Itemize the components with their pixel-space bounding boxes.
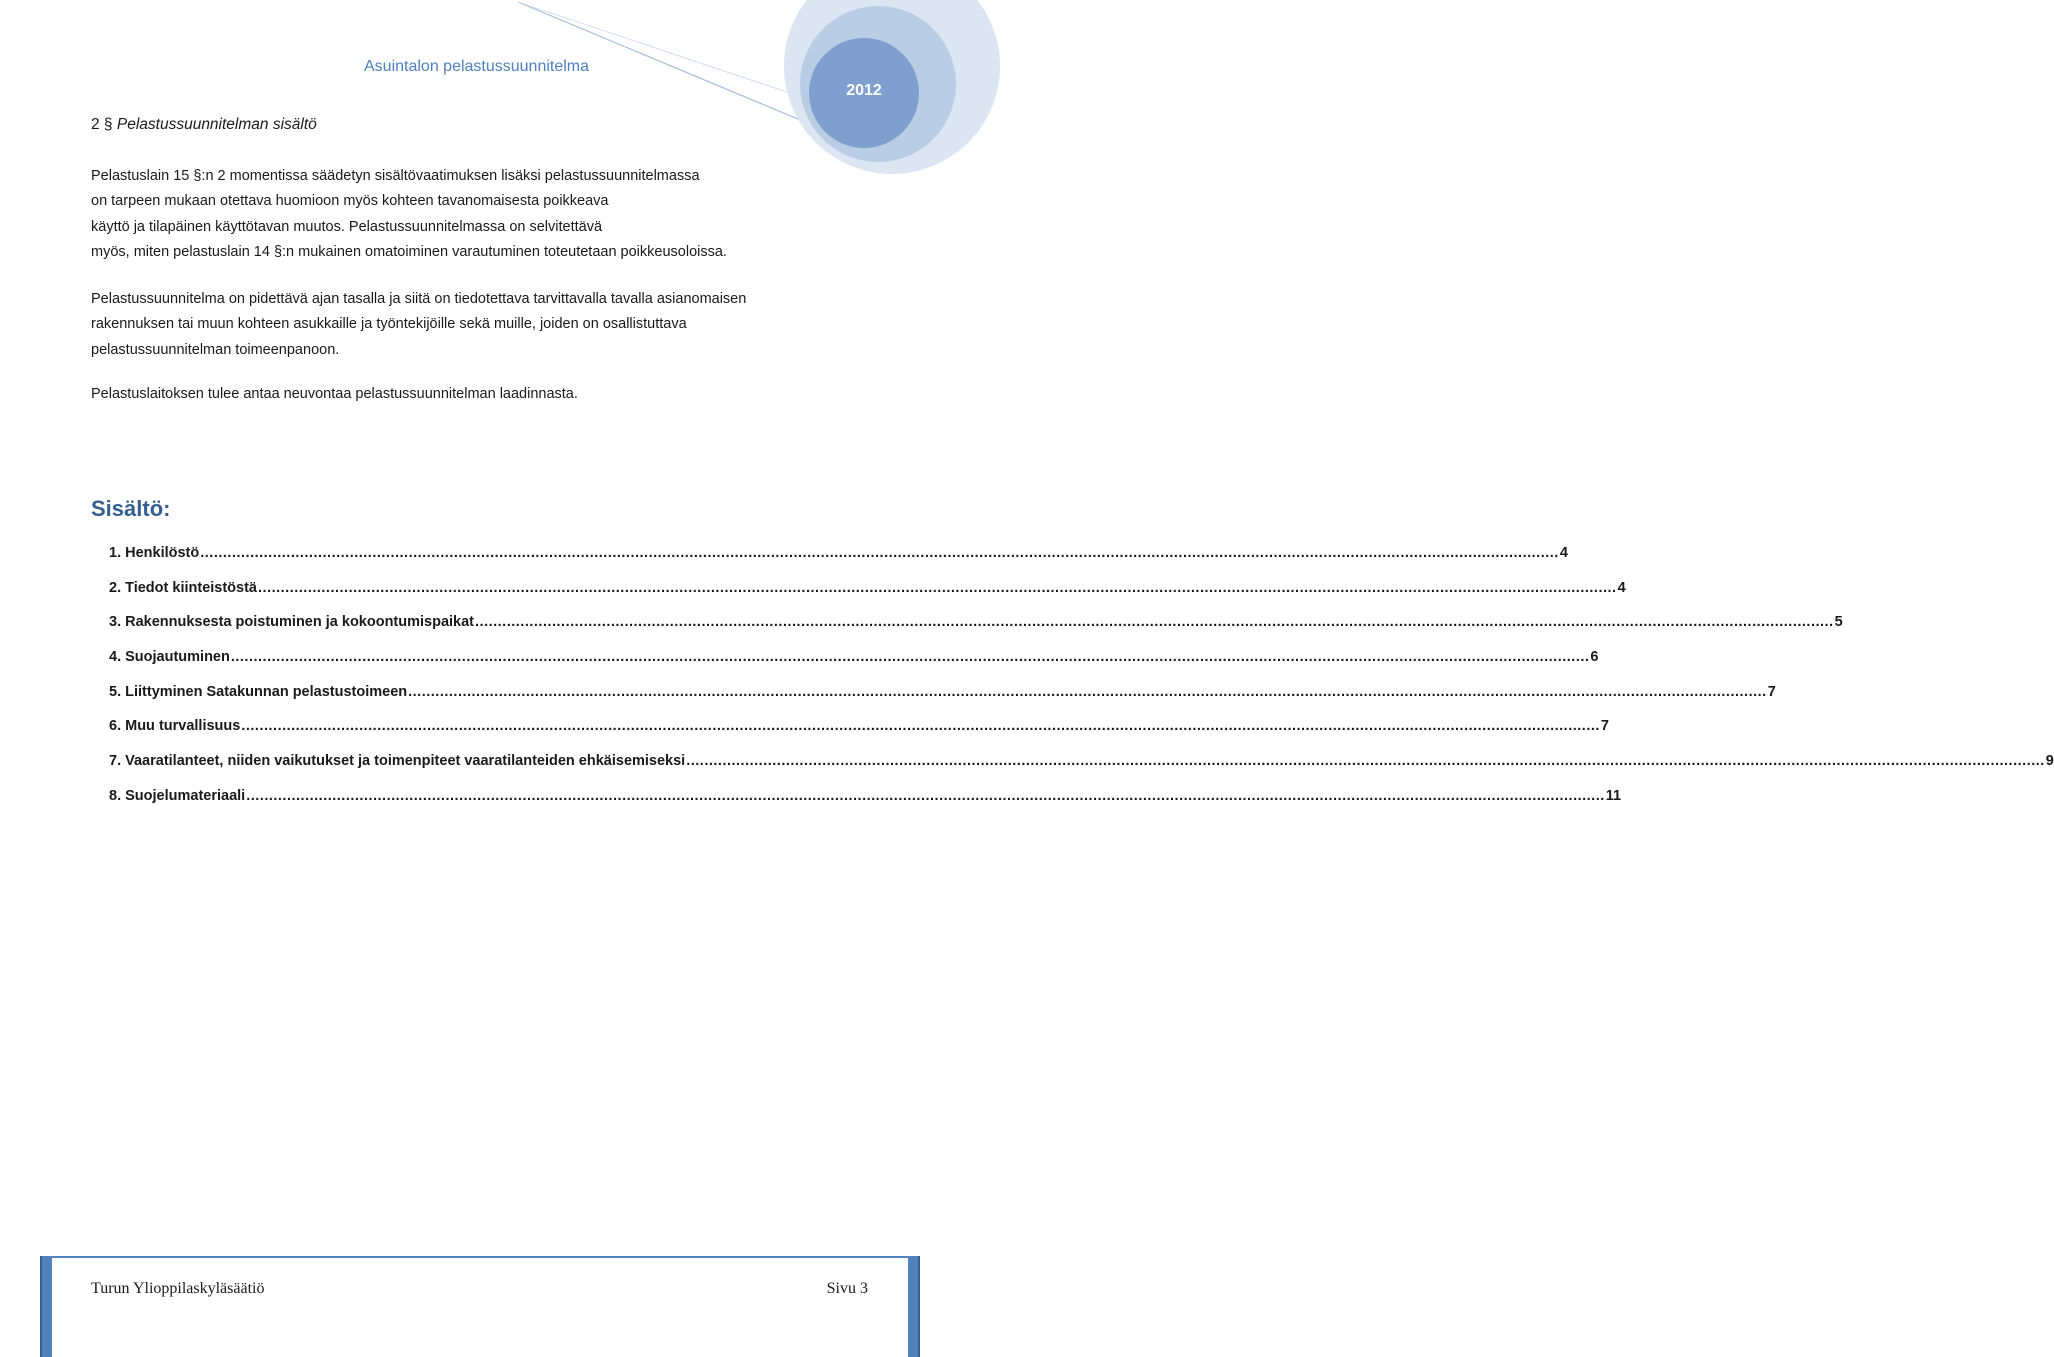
toc-entry-label: 1. Henkilöstö	[109, 545, 200, 561]
toc-entry-page: 9	[2045, 753, 2054, 770]
footer-left-bar	[40, 1256, 52, 1357]
paragraph-line: käyttö ja tilapäinen käyttötavan muutos. Pelastussuunnitelmassa on selvitettävä	[91, 218, 603, 235]
toc-entry-page: 7	[1600, 718, 1609, 735]
toc-entry[interactable]	[109, 614, 1843, 649]
toc-entry[interactable]	[109, 718, 1609, 753]
footer-organization: Turun Ylioppilaskyläsäätiö	[91, 1280, 265, 1297]
toc-entry-label: 7. Vaaratilanteet, niiden vaikutukset ja toimenpiteet vaaratilanteiden ehkäisemiseksi	[109, 753, 686, 770]
paragraph-line: myös, miten pelastuslain 14 §:n mukainen omatoiminen varautuminen toteutetaan poikkeusoloissa.	[91, 243, 727, 260]
toc-entry[interactable]	[109, 683, 1776, 719]
toc-entry[interactable]	[109, 545, 1568, 580]
paragraph-3: Pelastuslaitoksen tulee antaa neuvontaa pelastussuunnitelman laadinnasta.	[91, 386, 578, 402]
paragraph-line: rakennuksen tai muun kohteen asukkaille ja työntekijöille sekä muille, joiden on osallistuttava	[91, 316, 687, 333]
toc-entry-page: 4	[1617, 579, 1626, 596]
header-year: 2012	[846, 82, 882, 99]
paragraph-1	[91, 164, 871, 265]
table-of-contents	[109, 545, 2054, 823]
toc-entry-label: 2. Tiedot kiinteistöstä	[109, 579, 257, 596]
toc-heading: Sisältö:	[91, 496, 171, 521]
toc-leader-dots: ............................................................................................................................................................................................................................................................................................................	[230, 649, 1590, 666]
toc-entry-label: 4. Suojautuminen	[109, 649, 230, 666]
toc-leader-dots: ............................................................................................................................................................................................................................................................................................................	[246, 787, 1605, 804]
toc-leader-dots: ............................................................................................................................................................................................................................................................................................................	[200, 545, 1559, 561]
footer-page-number: Sivu 3	[826, 1280, 868, 1297]
paragraph-line: Pelastuslain 15 §:n 2 momentissa säädetyn sisältövaatimuksen lisäksi pelastussuunnitelmassa	[91, 168, 700, 184]
toc-entry-label: 5. Liittyminen Satakunnan pelastustoimeen	[109, 683, 408, 700]
toc-entry-page: 4	[1559, 545, 1568, 561]
footer-rule	[40, 1256, 920, 1258]
toc-leader-dots: ............................................................................................................................................................................................................................................................................................................	[686, 753, 2045, 770]
section-number: 2 §	[91, 116, 113, 133]
toc-entry[interactable]	[109, 787, 1622, 823]
toc-entry[interactable]	[109, 579, 1626, 615]
toc-entry[interactable]	[109, 753, 2054, 788]
toc-entry-label: 6. Muu turvallisuus	[109, 718, 241, 735]
section-heading	[91, 116, 317, 134]
toc-entry-label: 8. Suojelumateriaali	[109, 787, 246, 804]
toc-entry[interactable]	[109, 649, 1599, 684]
toc-entry-label: 3. Rakennuksesta poistuminen ja kokoontumispaikat	[109, 614, 475, 631]
toc-leader-dots: ............................................................................................................................................................................................................................................................................................................	[475, 614, 1834, 631]
paragraph-line: on tarpeen mukaan otettava huomioon myös kohteen tavanomaisesta poikkeava	[91, 193, 609, 210]
paragraph-line: Pelastussuunnitelma on pidettävä ajan tasalla ja siitä on tiedotettava tarvittavalla tavalla asianomaisen	[91, 291, 747, 307]
toc-leader-dots: ............................................................................................................................................................................................................................................................................................................	[258, 579, 1617, 596]
toc-entry-page: 5	[1834, 614, 1843, 631]
paragraph-line: pelastussuunnitelman toimeenpanoon.	[91, 341, 340, 358]
running-header-title: Asuintalon pelastussuunnitelma	[364, 58, 590, 75]
footer-right-bar	[908, 1256, 920, 1357]
toc-entry-page: 7	[1767, 683, 1776, 700]
toc-leader-dots: ............................................................................................................................................................................................................................................................................................................	[408, 683, 1767, 700]
section-title: Pelastussuunnitelman sisältö	[116, 116, 317, 133]
toc-entry-page: 6	[1590, 649, 1599, 666]
paragraph-2	[91, 287, 871, 363]
toc-leader-dots: ............................................................................................................................................................................................................................................................................................................	[241, 718, 1600, 735]
toc-entry-page: 11	[1605, 787, 1622, 804]
